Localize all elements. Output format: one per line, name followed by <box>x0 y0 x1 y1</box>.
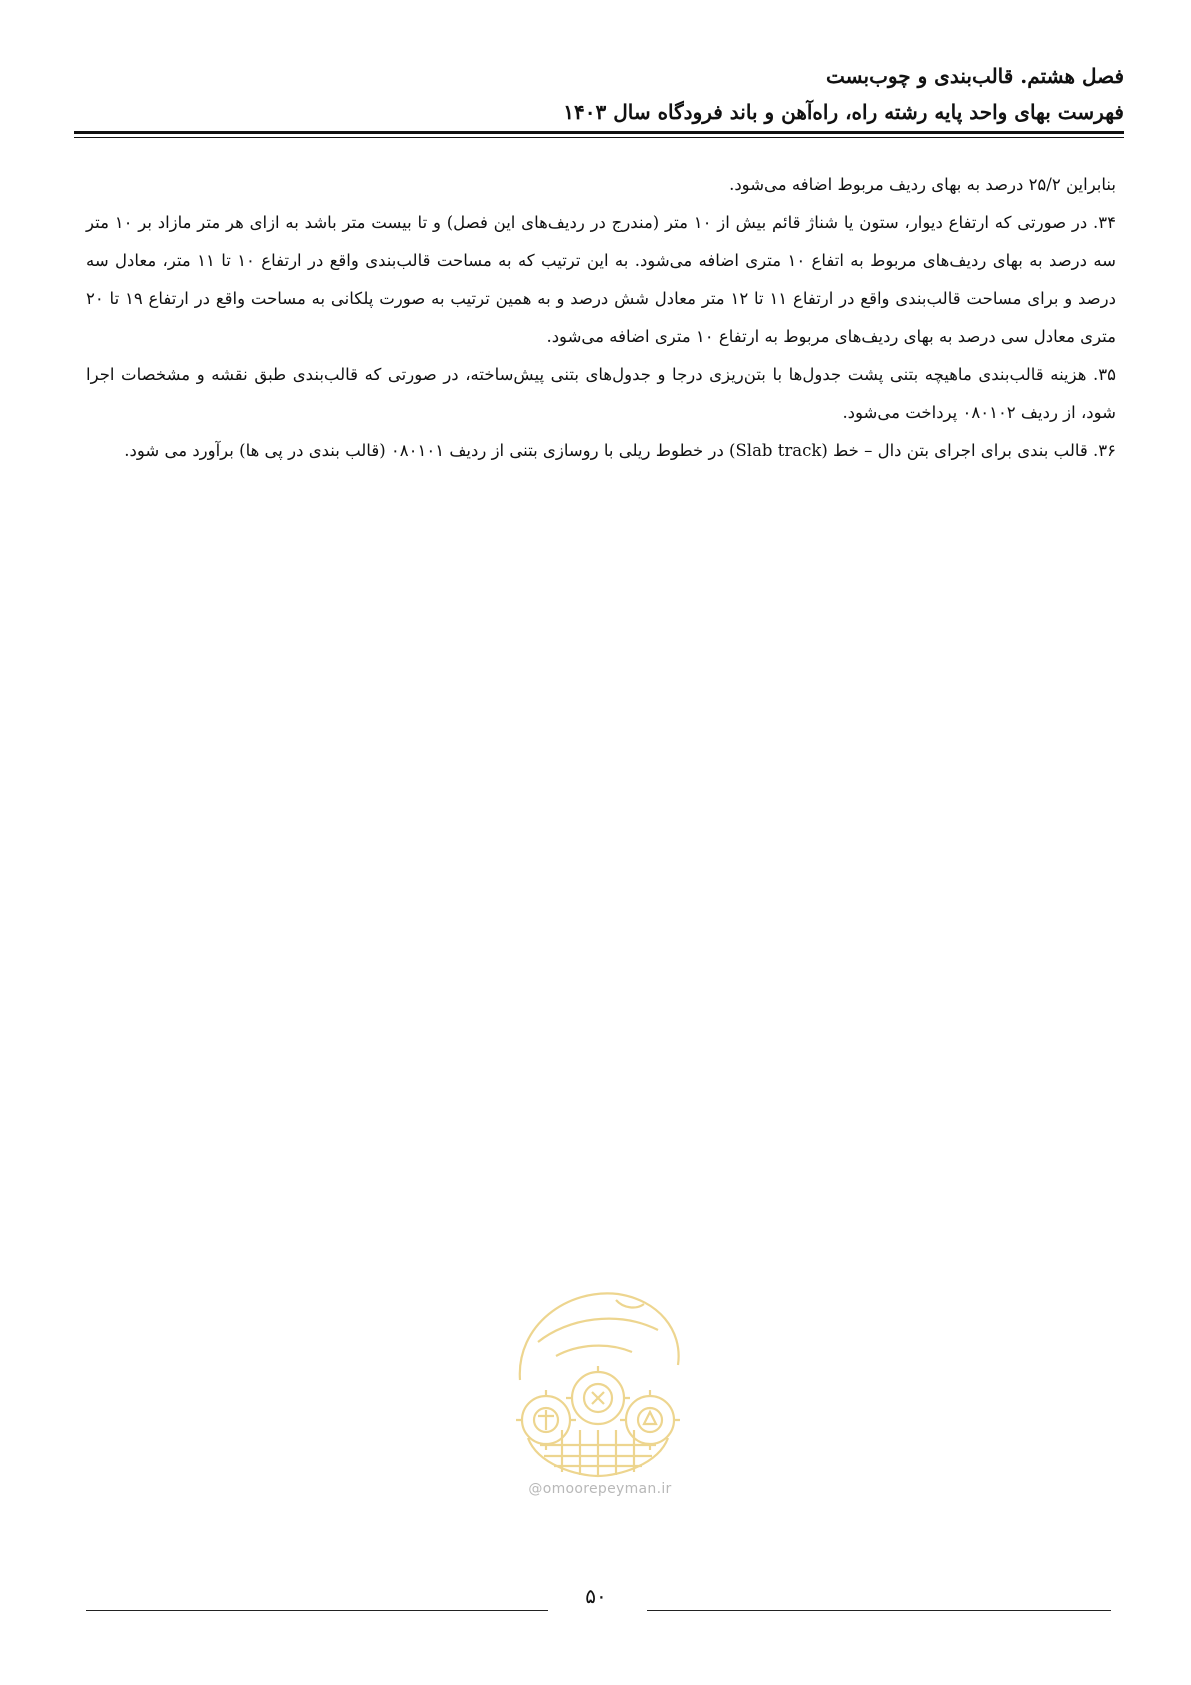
paragraph-clause-35: ۳۵. هزینه قالب‌بندی ماهیچه بتنی پشت جدول‌ها با بتن‌ریزی درجا و جدول‌های بتنی پیش‌ساخته، در صورتی که قالب‌بندی طبق نقشه و مشخصات اجرا شود، از ردیف ۰۸۰۱۰۲ پرداخت می‌شود. <box>86 365 1116 422</box>
omoore-peyman-logo-icon <box>498 1270 698 1480</box>
page-header <box>74 58 1124 130</box>
header-rule-thin <box>74 137 1124 138</box>
page-number: ۵۰ <box>585 1584 607 1608</box>
price-list-title: فهرست بهای واحد پایه رشته راه، راه‌آهن و باند فرودگاه سال ۱۴۰۳ <box>563 100 1124 124</box>
footer-rule-right <box>647 1610 1111 1611</box>
document-body <box>86 166 1116 470</box>
watermark-handle: @omoorepeyman.ir <box>528 1481 672 1497</box>
paragraph-clause-34: ۳۴. در صورتی که ارتفاع دیوار، ستون یا شناژ قائم بیش از ۱۰ متر (مندرج در ردیف‌های این فصل) و تا بیست متر باشد به ازای هر متر مازاد بر ۱۰ متر سه درصد به بهای ردیف‌های مربوط به اتفاع ۱۰ متری اضافه می‌شود. به این ترتیب که به مساحت قالب‌بندی واقع در ارتفاع ۱۰ تا ۱۱ متر، معادل سه درصد و برای مساحت قالب‌بندی واقع در ارتفاع ۱۱ تا ۱۲ متر معادل شش درصد و به همین ترتیب به صورت پلکانی به مساحت واقع در ارتفاع ۱۹ تا ۲۰ متری معادل سی درصد به بهای ردیف‌های مربوط به ارتفاع ۱۰ متری اضافه می‌شود. <box>86 213 1117 346</box>
paragraph-conclusion: بنابراین ۲۵/۲ درصد به بهای ردیف مربوط اضافه می‌شود. <box>729 175 1116 194</box>
footer-rule-left <box>86 1610 548 1611</box>
chapter-title: فصل هشتم. قالب‌بندی و چوب‌بست <box>826 64 1124 88</box>
paragraph-clause-36: ۳۶. قالب بندی برای اجرای بتن دال – خط (Slab track) در خطوط ریلی با روسازی بتنی از ردیف ۰۸۰۱۰۱ (قالب بندی در پی ها) برآورد می شود. <box>124 441 1116 460</box>
header-rule-thick <box>74 131 1124 134</box>
